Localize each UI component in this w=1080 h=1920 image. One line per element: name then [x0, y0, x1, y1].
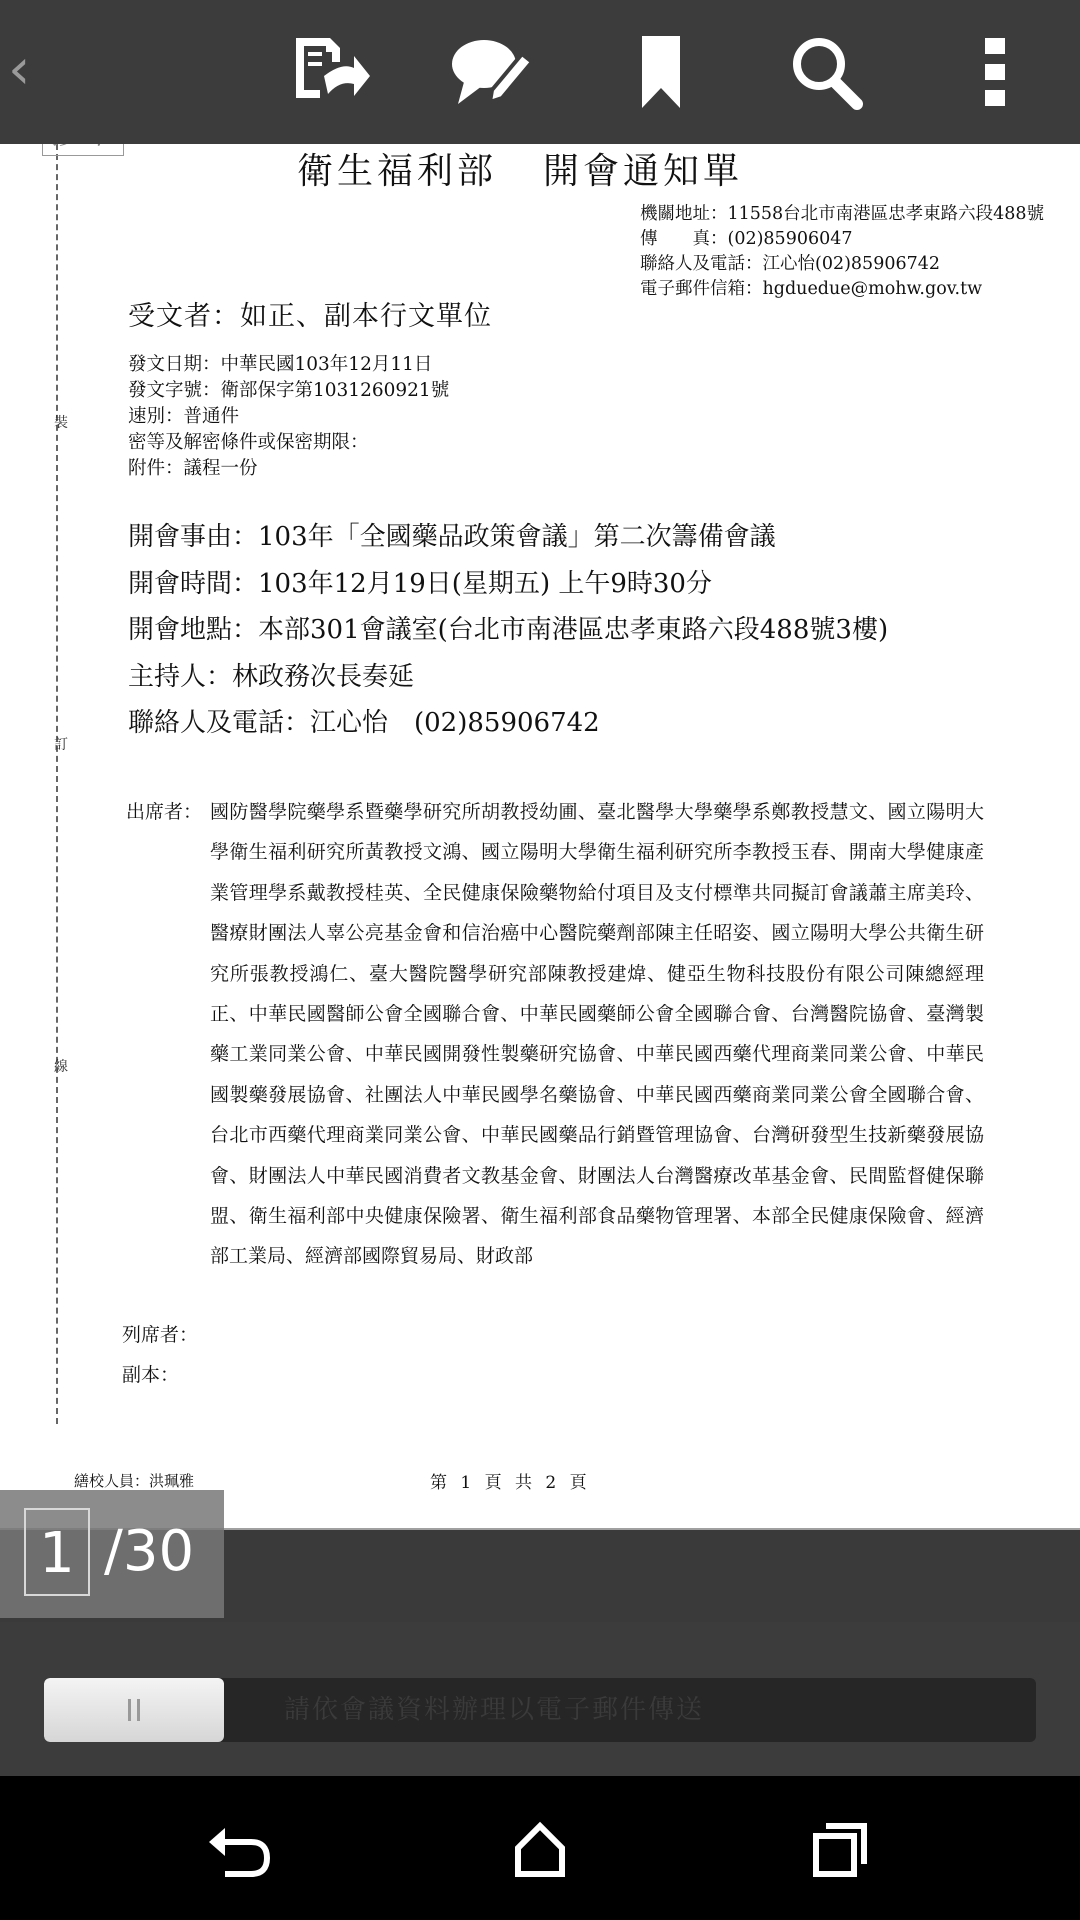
meeting-subject: 開會事由：103年「全國藥品政策會議」第二次籌備會議: [128, 522, 776, 552]
attendees-list: 國防醫學院藥學系暨藥學研究所胡教授幼圃、臺北醫學大學藥學系鄭教授慧文、國立陽明大學衛生福利研究所黃教授文鴻、國立陽明大學衛生福利研究所李教授玉春、開南大學健康產業管理學系戴教授桂英、全民健康保險藥物給付項目及支付標準共同擬訂會議蕭主席美玲、醫療財團法人辜公亮基金會和信治癌中心醫院藥劑部陳主任昭姿、國立陽明大學公共衛生研究所張教授鴻仁、臺大醫院醫學研究部陳教授建煒、健亞生物科技股份有限公司陳總經理正、中華民國醫師公會全國聯合會、中華民國藥師公會全國聯合會、台灣醫院協會、臺灣製藥工業同業公會、中華民國開發性製藥研究協會、中華民國西藥代理商業同業公會、中華民國製藥發展協會、社團法人中華民國學名藥協會、中華民國西藥商業同業公會全國聯合會、台北市西藥代理商業同業公會、中華民國藥品行銷暨管理協會、台灣研發型生技新藥發展協會、財團法人中華民國消費者文教基金會、財團法人台灣醫療改革基金會、民間監督健保聯盟、衛生福利部中央健康保險署、衛生福利部食品藥物管理署、本部全民健康保險會、經濟部工業局、經濟部國際貿易局、財政部: [210, 801, 984, 1268]
back-arrow-icon: [205, 1820, 275, 1880]
agency-fax: 傳 真：(02)85906047: [640, 229, 853, 249]
search-button[interactable]: [772, 22, 882, 122]
recents-icon: [810, 1820, 870, 1880]
bookmark-icon: [636, 32, 686, 112]
attendees-label: 出席者：: [126, 801, 203, 823]
binding-char: 線: [54, 1059, 68, 1075]
nav-recents-button[interactable]: [780, 1812, 900, 1888]
share-pages-button[interactable]: [272, 22, 382, 122]
attachment: 附件：議程一份: [128, 458, 258, 479]
more-vertical-icon: [980, 32, 1010, 112]
delivery-speed: 速別：普通件: [128, 406, 240, 427]
scrubber-preview-text: 請依會議資料辦理以電子郵件傳送: [284, 1695, 705, 1725]
overflow-menu-button[interactable]: [940, 22, 1050, 122]
page-total: /30: [104, 1519, 195, 1584]
agency-address: 機關地址：11558台北市南港區忠孝東路六段488號: [640, 204, 1045, 224]
agency-email: 電子郵件信箱：hgduedue@mohw.gov.tw: [640, 279, 983, 299]
secrecy-level: 密等及解密條件或保密期限：: [128, 432, 369, 453]
meeting-host: 主持人：林政務次長奏延: [128, 661, 415, 692]
share-pages-icon: [282, 32, 372, 112]
top-toolbar: [0, 0, 1080, 144]
title-agency: 衛生福利部: [296, 151, 497, 192]
binding-char: 裝: [54, 415, 68, 431]
page-scrubber-track[interactable]: [44, 1678, 1036, 1742]
page-scrubber-area: [0, 1622, 1080, 1776]
search-icon: [787, 32, 867, 112]
meeting-contact: 聯絡人及電話：江心怡 (02)85906742: [128, 708, 600, 738]
grip-icon: [128, 1699, 140, 1721]
agency-info: [640, 202, 1070, 302]
observers-label: 列席者：: [122, 1324, 199, 1346]
page-count: 第 1 頁 共 2 頁: [430, 1473, 587, 1493]
meeting-location: 開會地點：本部301會議室(台北市南港區忠孝東路六段488號3樓): [128, 615, 889, 645]
copy-to-label: 副本：: [122, 1364, 180, 1386]
binding-line: [56, 144, 58, 1424]
meeting-time: 開會時間：103年12月19日(星期五) 上午9時30分: [128, 568, 712, 599]
annotate-button[interactable]: [438, 22, 548, 122]
system-nav-bar: [0, 1776, 1080, 1920]
proofreader: 繕校人員：洪珮雅: [74, 1472, 195, 1490]
agency-contact: 聯絡人及電話：江心怡(02)85906742: [640, 254, 940, 274]
page-scrubber-thumb[interactable]: [44, 1678, 224, 1742]
binding-char: 訂: [54, 737, 68, 753]
home-icon: [510, 1820, 570, 1880]
page-number-input[interactable]: 1: [24, 1508, 90, 1596]
nav-back-button[interactable]: [180, 1812, 300, 1888]
chevron-left-icon[interactable]: ‹: [8, 37, 31, 102]
document-meta: [128, 352, 449, 482]
nav-home-button[interactable]: [480, 1812, 600, 1888]
title-notice: 開會通知單: [543, 151, 744, 192]
meeting-details: [128, 514, 888, 747]
bookmark-button[interactable]: [606, 22, 716, 122]
page-indicator: [0, 1490, 224, 1618]
recipient: 受文者：如正、副本行文單位: [128, 301, 492, 332]
issue-date: 發文日期：中華民國103年12月11日: [128, 354, 433, 375]
comment-pen-icon: [448, 32, 538, 112]
document-page[interactable]: [0, 144, 1080, 1530]
attendees: [126, 792, 984, 1277]
document-title: [0, 144, 1040, 200]
document-number: 發文字號：衛部保字第1031260921號: [128, 380, 450, 401]
